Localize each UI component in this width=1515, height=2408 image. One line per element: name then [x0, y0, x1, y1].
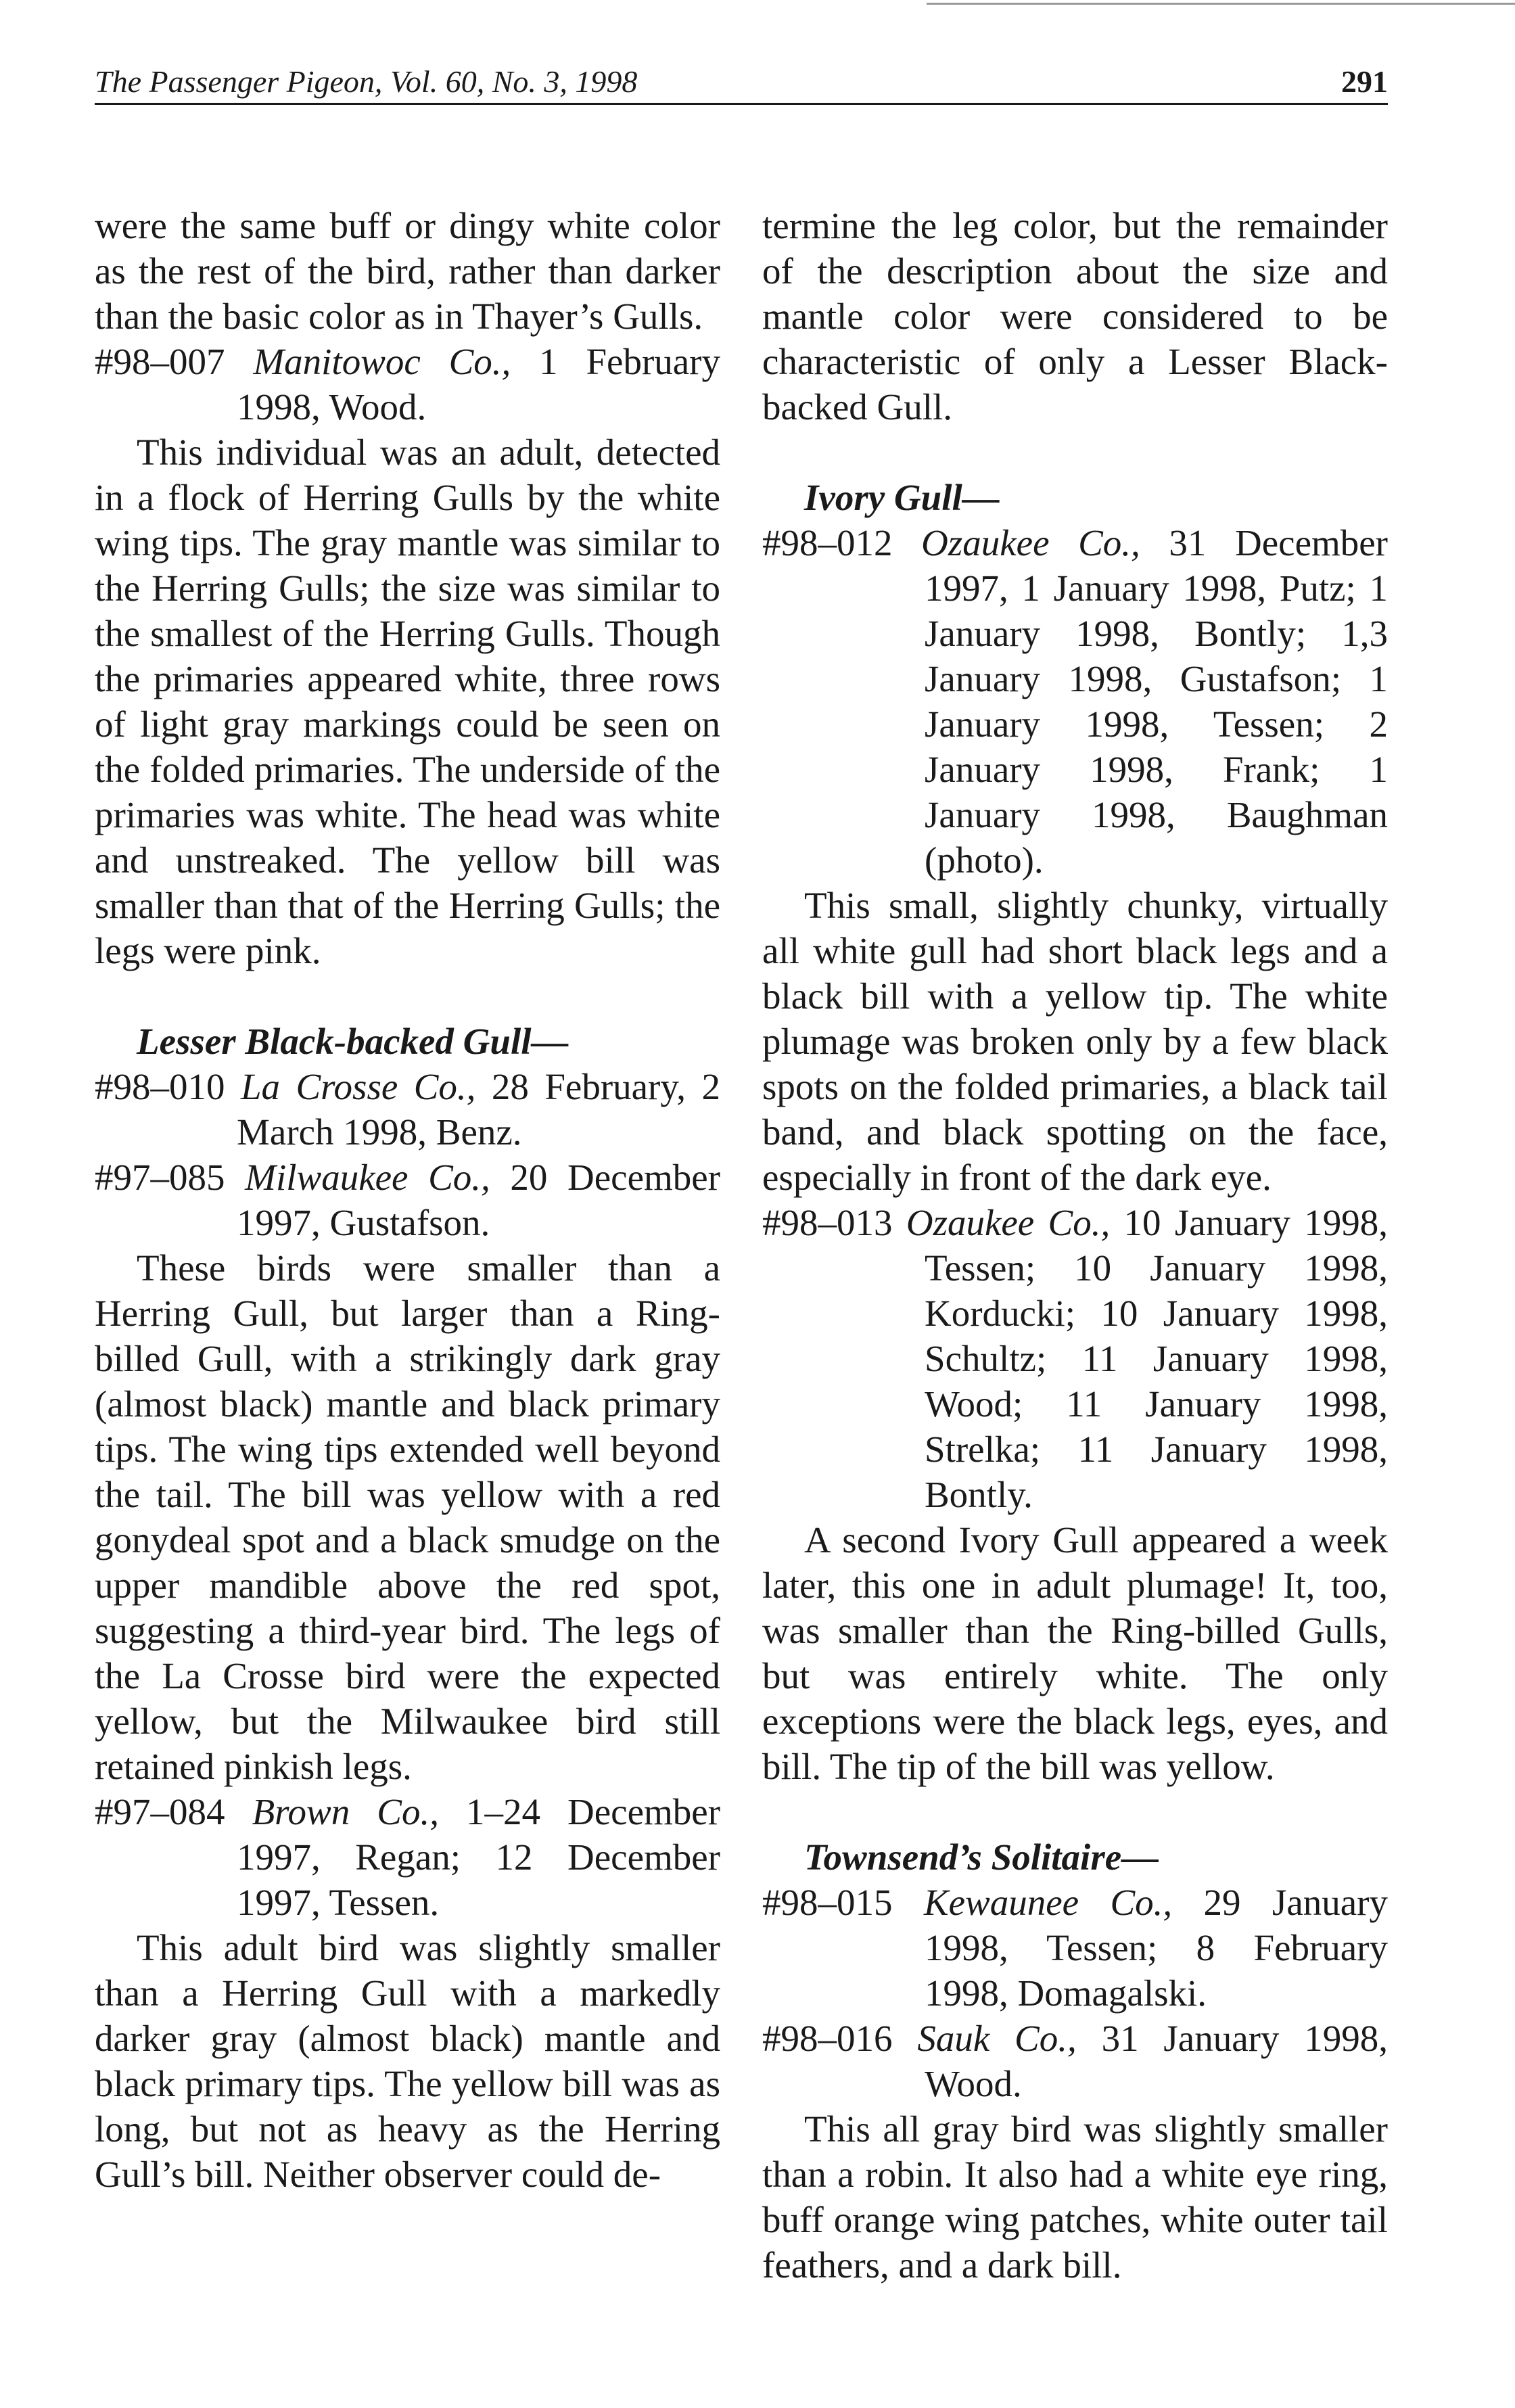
right-column [762, 203, 1388, 2288]
record-number: #98–013 [762, 1202, 893, 1243]
record-number: #98–007 [95, 341, 225, 382]
record-number: #98–015 [762, 1882, 893, 1923]
paragraph: This all gray bird was slightly smaller than a robin. It also had a white eye ring, buff orange wing patches, white outer tail feathers, and a dark bill. [762, 2108, 1388, 2286]
journal-title: The Passenger Pigeon, Vol. 60, No. 3, 1998 [95, 64, 638, 99]
paragraph: were the same buff or dingy white color as the rest of the bird, rather than darker than the basic color as in Thayer’s Gulls. [95, 205, 720, 337]
record-entry [95, 1155, 720, 1245]
record-county: Milwaukee Co., [245, 1157, 490, 1198]
paragraph: These birds were smaller than a Herring Gull, but larger than a Ring-billed Gull, with a strikingly dark gray (almost black) mantle and black primary tips. The wing tips extended well beyond the tail. The bill was yellow with a red gonydeal spot and a black smudge on the upper mandible above the red spot, suggesting a third-year bird. The legs of the La Crosse bird were the expected yellow, but the Milwaukee bird still retained pinkish legs. [95, 1247, 720, 1787]
record-details: 28 February, 2 March 1998, Benz. [237, 1066, 720, 1153]
record-entry [762, 1880, 1388, 2016]
record-county: Ozaukee Co., [906, 1202, 1111, 1243]
record-county: Sauk Co., [917, 2018, 1077, 2059]
record-details: 20 December 1997, Gustafson. [237, 1157, 721, 1243]
record-number: #98–010 [95, 1066, 225, 1107]
left-column [95, 203, 720, 2197]
record-entry [762, 2016, 1388, 2106]
record-county: La Crosse Co., [240, 1066, 476, 1107]
record-entry [95, 339, 720, 430]
header-rule [95, 103, 1388, 105]
species-heading: Ivory Gull— [804, 477, 1000, 518]
record-county: Manitowoc Co., [253, 341, 511, 382]
record-county: Ozaukee Co., [921, 522, 1140, 563]
record-number: #97–084 [95, 1791, 225, 1832]
record-details: 10 January 1998, Tessen; 10 January 1998, Korducki; 10 January 1998, Schultz; 11 January 1998, Wood; 11 January 1998, Strelka; 11 January 1998, Bontly. [925, 1202, 1389, 1515]
record-entry [762, 520, 1388, 883]
record-entry [762, 1200, 1388, 1517]
record-number: #98–012 [762, 522, 893, 563]
record-details: 31 December 1997, 1 January 1998, Putz; 1 January 1998, Bontly; 1,3 January 1998, Gustafson; 1 January 1998, Tessen; 2 January 1998, Frank; 1 January 1998, Baughman (photo). [925, 522, 1389, 881]
record-county: Brown Co., [252, 1791, 439, 1832]
record-entry [95, 1789, 720, 1925]
paragraph: This individual was an adult, detected in a flock of Herring Gulls by the white wing tips. The gray mantle was similar to the Herring Gulls; the size was similar to the smallest of the Herring Gulls. Though the primaries appeared white, three rows of light gray markings could be seen on the folded primaries. The underside of the primaries was white. The head was white and unstreaked. The yellow bill was smaller than that of the Herring Gulls; the legs were pink. [95, 432, 720, 971]
record-number: #97–085 [95, 1157, 225, 1198]
page-number: 291 [1341, 64, 1388, 99]
paragraph: This adult bird was slightly smaller than a Herring Gull with a markedly darker gray (almost black) mantle and black primary tips. The yellow bill was as long, but not as heavy as the Herring Gull’s bill. Neither observer could de- [95, 1927, 720, 2195]
running-header [95, 62, 1388, 101]
record-county: Kewaunee Co., [923, 1882, 1173, 1923]
record-details: 31 January 1998, Wood. [925, 2018, 1388, 2104]
paragraph: This small, slightly chunky, virtually all white gull had short black legs and a black bill with a yellow tip. The white plumage was broken only by a few black spots on the folded primaries, a black tail band, and black spotting on the face, especially in front of the dark eye. [762, 885, 1388, 1198]
record-entry [95, 1064, 720, 1155]
record-details: 29 January 1998, Tessen; 8 February 1998, Domagalski. [925, 1882, 1388, 2014]
species-heading: Townsend’s Solitaire— [804, 1836, 1159, 1878]
record-details: 1–24 December 1997, Regan; 12 December 1997, Tessen. [237, 1791, 721, 1923]
species-heading: Lesser Black-backed Gull— [137, 1021, 569, 1062]
paragraph: termine the leg color, but the remainder of the description about the size and mantle color were considered to be characteristic of only a Lesser Black-backed Gull. [762, 205, 1388, 427]
record-number: #98–016 [762, 2018, 893, 2059]
page-edge-line [927, 3, 1515, 5]
paragraph: A second Ivory Gull appeared a week later, this one in adult plumage! It, too, was smaller than the Ring-billed Gulls, but was entirely white. The only exceptions were the black legs, eyes, and bill. The tip of the bill was yellow. [762, 1519, 1388, 1787]
record-details: 1 February 1998, Wood. [237, 341, 720, 427]
